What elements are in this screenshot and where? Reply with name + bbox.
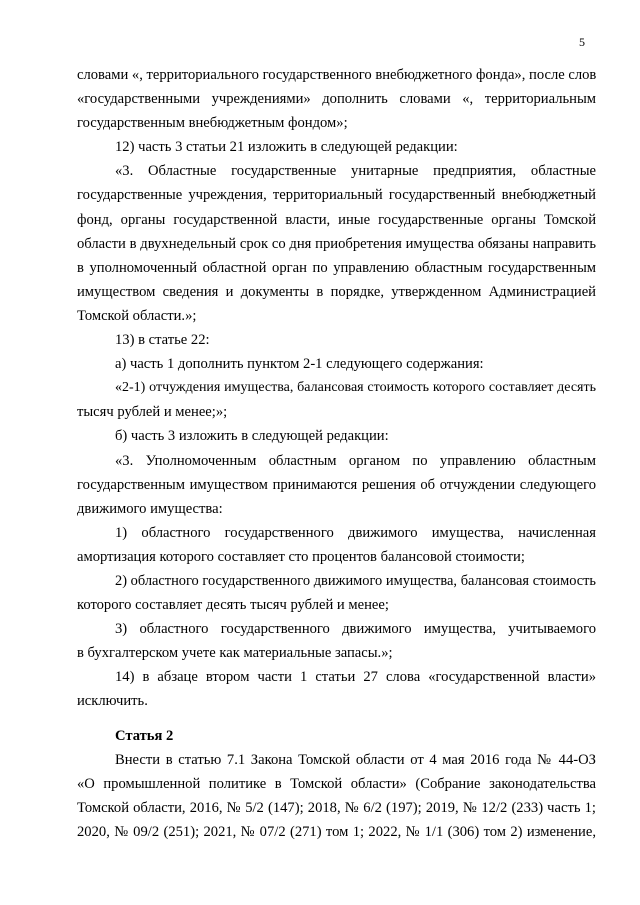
text-line: в уполномоченный областной орган по управлению областным государственным <box>77 259 596 276</box>
text-line: государственным внебюджетным фондом»; <box>77 115 348 132</box>
text-line: 1) областного государственного движимого имущества, начисленная <box>115 524 596 541</box>
text-line: движимого имущества: <box>77 500 223 517</box>
text-line: а) часть 1 дополнить пунктом 2-1 следующего содержания: <box>115 356 484 373</box>
text-line: 2) областного государственного движимого имущества, балансовая стоимость <box>115 572 596 589</box>
text-line: исключить. <box>77 693 148 710</box>
document-body <box>77 63 596 844</box>
text-line: 2020, № 09/2 (251); 2021, № 07/2 (271) том 1; 2022, № 1/1 (306) том 2) изменение, <box>77 823 596 840</box>
text-line: «3. Уполномоченным областным органом по управлению областным <box>115 452 596 469</box>
text-line: «3. Областные государственные унитарные предприятия, областные <box>115 163 596 180</box>
text-line: б) часть 3 изложить в следующей редакции: <box>115 428 389 445</box>
text-line: «государственными учреждениями» дополнить словами «, территориальным <box>77 91 596 108</box>
text-line: «2-1) отчуждения имущества, балансовая стоимость которого составляет десять <box>115 380 596 396</box>
page-number: 5 <box>579 35 585 49</box>
text-line: которого составляет десять тысяч рублей и менее; <box>77 597 389 614</box>
text-line: Томской области.»; <box>77 307 197 324</box>
text-line: 12) часть 3 статьи 21 изложить в следующей редакции: <box>115 139 458 156</box>
text-line: тысяч рублей и менее;»; <box>77 404 228 421</box>
text-line: области в двухнедельный срок со дня приобретения имущества обязаны направить <box>77 235 596 252</box>
article-heading: Статья 2 <box>115 727 174 744</box>
text-line: государственные учреждения, территориальный государственный внебюджетный <box>77 187 596 204</box>
text-line: «О промышленной политике в Томской области» (Собрание законодательства <box>77 775 596 792</box>
text-line: словами «, территориального государственного внебюджетного фонда», после слов <box>77 67 597 83</box>
text-line: в бухгалтерском учете как материальные запасы.»; <box>77 645 393 662</box>
text-line: фонд, органы государственной власти, иные государственные органы Томской <box>77 211 596 228</box>
text-line: 13) в статье 22: <box>115 332 210 349</box>
text-line: имуществом сведения и документы в порядке, утвержденном Администрацией <box>77 283 596 300</box>
text-line: Томской области, 2016, № 5/2 (147); 2018, № 6/2 (197); 2019, № 12/2 (233) часть 1; <box>77 799 596 816</box>
text-line: 3) областного государственного движимого имущества, учитываемого <box>115 621 596 638</box>
text-line: Внести в статью 7.1 Закона Томской области от 4 мая 2016 года № 44-ОЗ <box>115 751 596 768</box>
text-line: амортизация которого составляет сто процентов балансовой стоимости; <box>77 548 525 565</box>
text-line: государственным имуществом принимаются решения об отчуждении следующего <box>77 476 596 493</box>
text-line: 14) в абзаце втором части 1 статьи 27 слова «государственной власти» <box>115 669 596 686</box>
